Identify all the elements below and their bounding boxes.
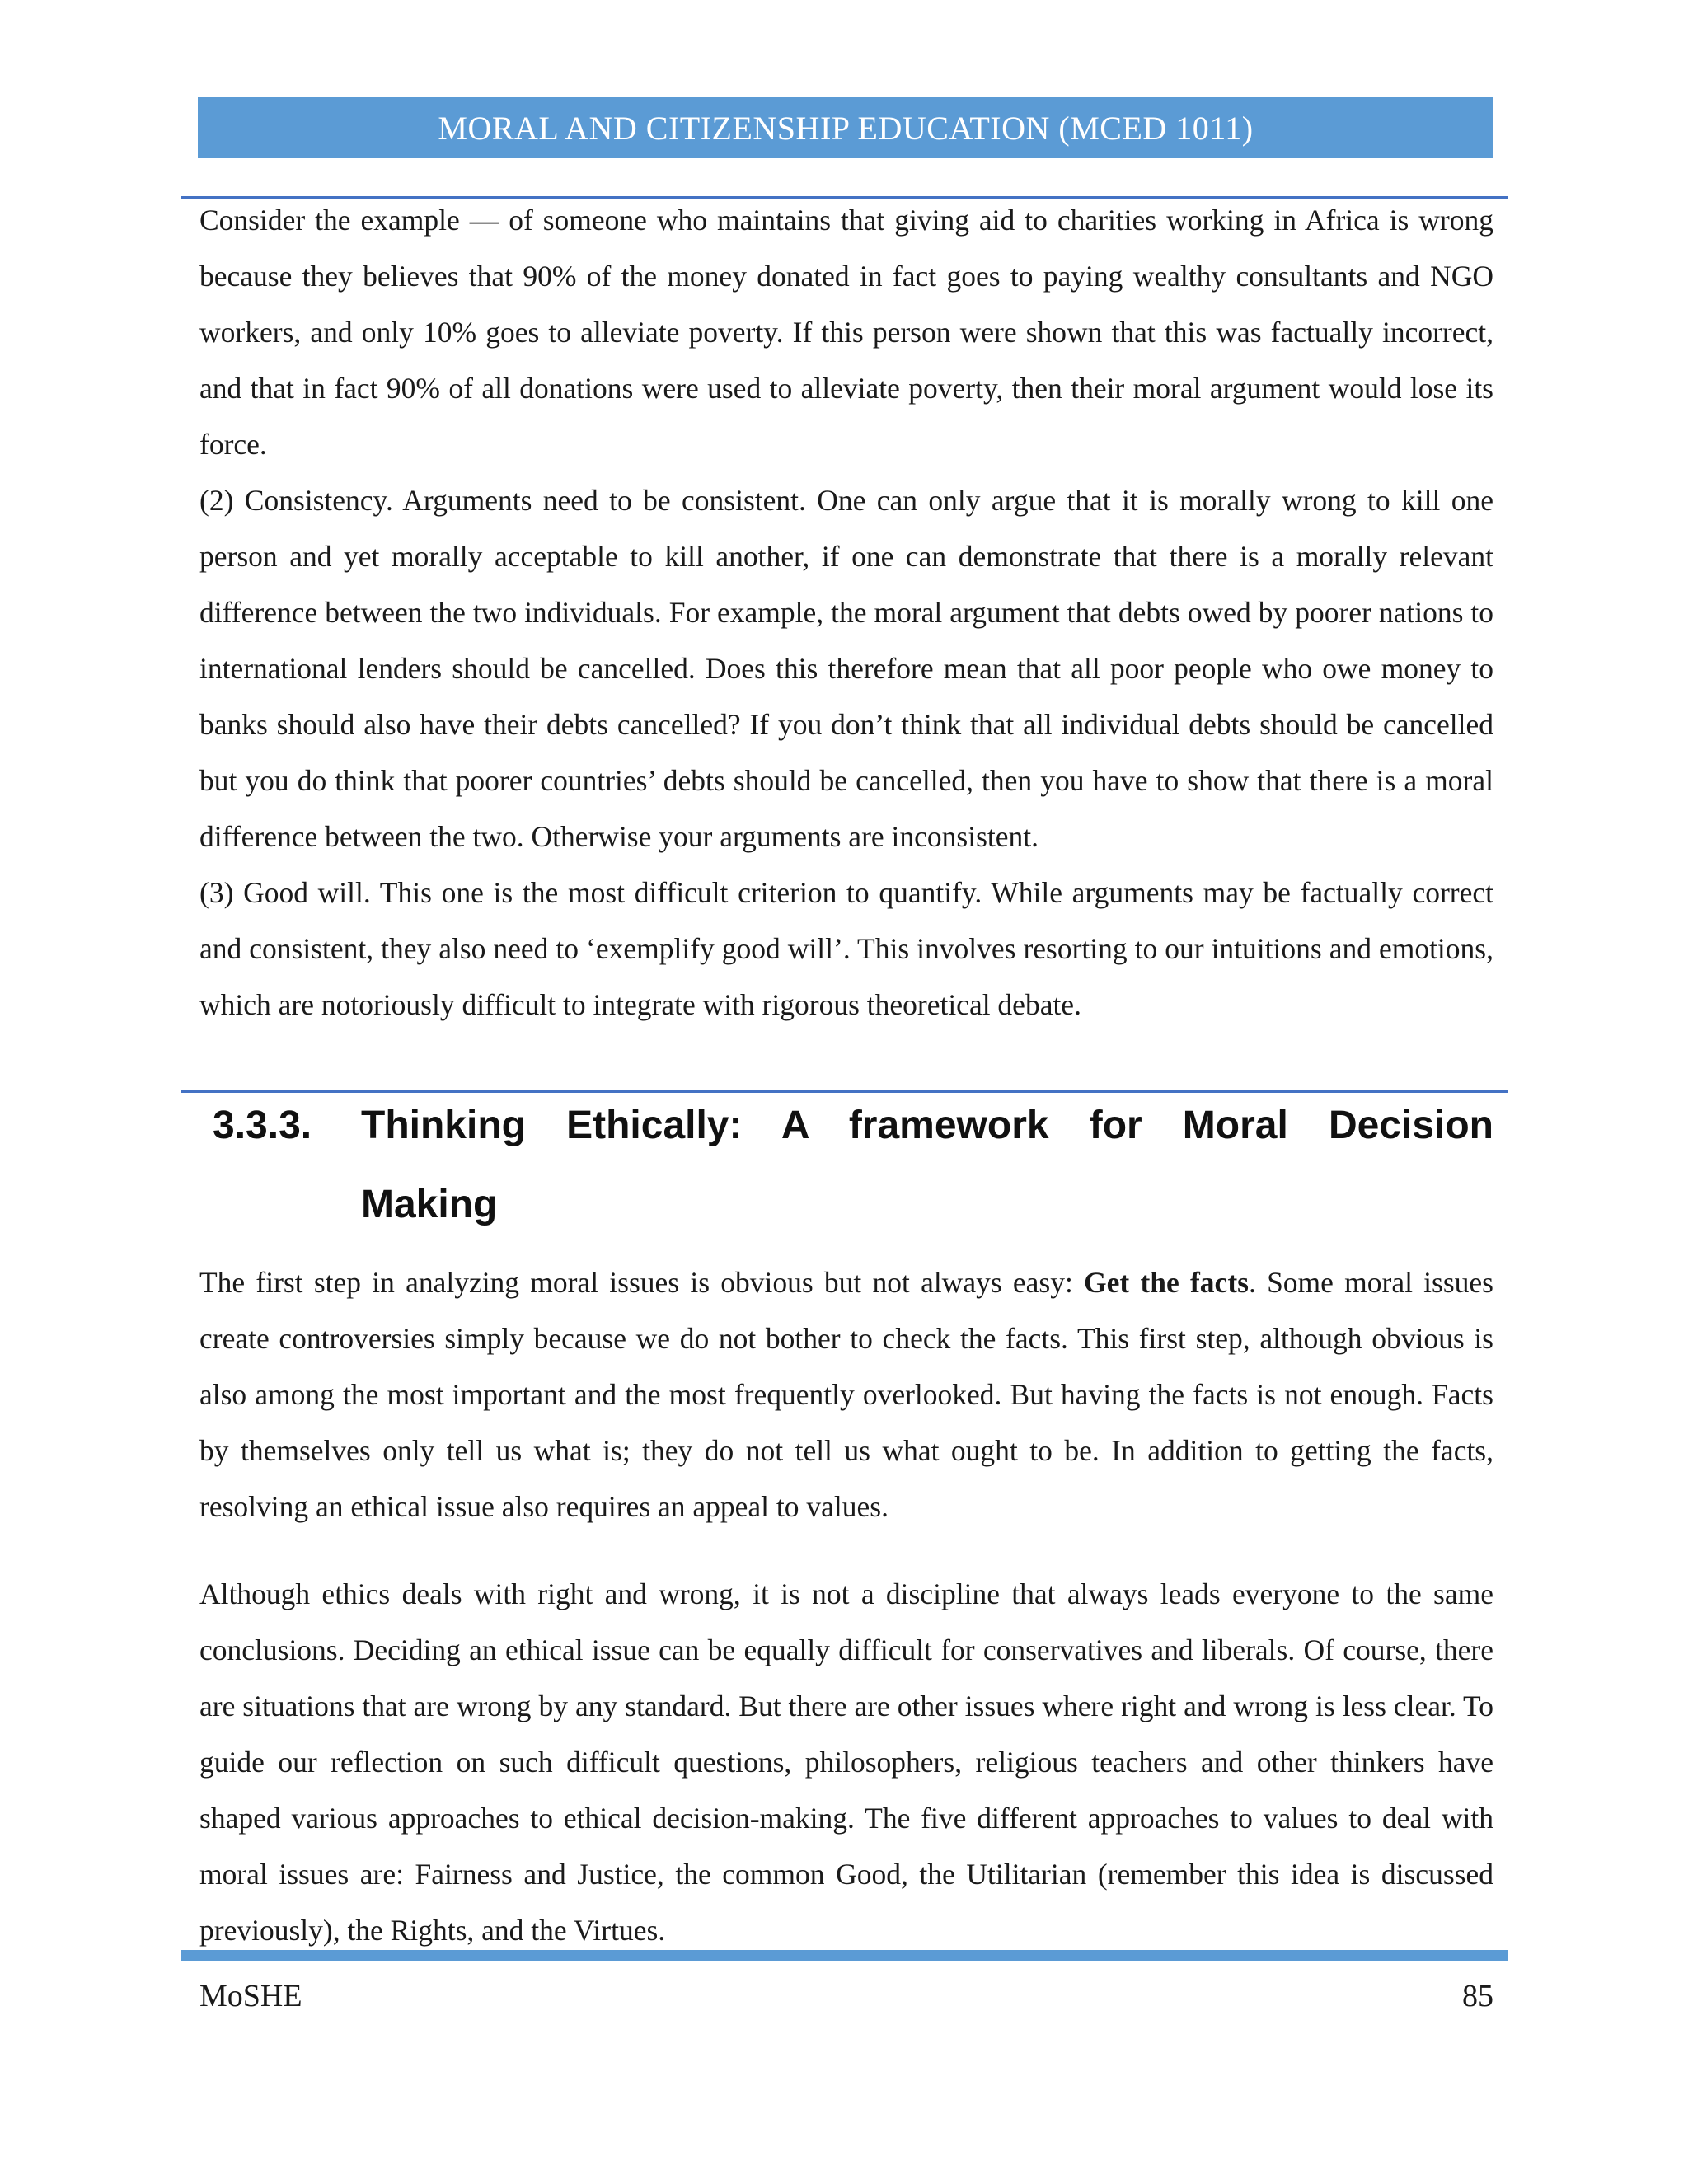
facts-text-after: . Some moral issues create controversies simply because we do not bother to check the facts. This first step, although obvious is also among the most important and the most frequently overlooked. But having the facts is not enough. Facts by themselves only tell us what is; they do not tell us what ought to be. In addition to getting the facts, resolving an ethical issue also requires an appeal to values. [199, 1266, 1493, 1523]
section-title-line1: Thinking Ethically: A framework for Moral Decision [361, 1104, 1493, 1147]
facts-bold-phrase: Get the facts [1084, 1266, 1249, 1299]
header-title: MORAL AND CITIZENSHIP EDUCATION (MCED 1011) [438, 109, 1254, 147]
page-number: 85 [1462, 1979, 1493, 2013]
paragraph-ethics-approaches [199, 1566, 1493, 1958]
section-number: 3.3.3. [213, 1104, 312, 1147]
paragraph-consistency: (2) Consistency. Arguments need to be consistent. One can only argue that it is morally wrong to kill one person and yet morally acceptable to kill another, if one can demonstrate that there is a morally relevant difference between the two individuals. For example, the moral argument that debts owed by poorer nations to international lenders should be cancelled. Does this therefore mean that all poor people who owe money to banks should also have their debts cancelled? If you don’t think that all individual debts should be cancelled but you do think that poorer countries’ debts should be cancelled, then you have to show that there is a moral difference between the two. Otherwise your arguments are inconsistent. [199, 484, 1493, 853]
paragraph-example: Consider the example — of someone who maintains that giving aid to charities working in Africa is wrong because they believes that 90% of the money donated in fact goes to paying wealthy consultants and NGO workers, and only 10% goes to alleviate poverty. If this person were shown that this was factually incorrect, and that in fact 90% of all donations were used to alleviate poverty, then their moral argument would lose its force. [199, 204, 1493, 461]
footer-divider [181, 1950, 1508, 1961]
header-banner [198, 97, 1493, 158]
paragraph-good-will: (3) Good will. This one is the most difficult criterion to quantify. While arguments may be factually correct and consistent, they also need to ‘exemplify good will’. This involves resorting to our intuitions and emotions, which are notoriously difficult to integrate with rigorous theoretical debate. [199, 876, 1493, 1021]
section-title [361, 1086, 1493, 1244]
top-text-block [199, 192, 1493, 1033]
paragraph-get-the-facts [199, 1254, 1493, 1535]
section-title-line2: Making [361, 1183, 498, 1226]
facts-text-before: The first step in analyzing moral issues is obvious but not always easy: [199, 1266, 1085, 1299]
ethics-paragraph-text: Although ethics deals with right and wrong, it is not a discipline that always leads everyone to the same conclusions. Deciding an ethical issue can be equally difficult for conservatives and liberals. Of course, there are situations that are wrong by any standard. But there are other issues where right and wrong is less clear. To guide our reflection on such difficult questions, philosophers, religious teachers and other thinkers have shaped various approaches to ethical decision-making. The five different approaches to values to deal with moral issues are: Fairness and Justice, the common Good, the Utilitarian (remember this idea is discussed previously), the Rights, and the Virtues. [199, 1577, 1493, 1947]
footer-publisher: MoSHE [199, 1979, 302, 2013]
